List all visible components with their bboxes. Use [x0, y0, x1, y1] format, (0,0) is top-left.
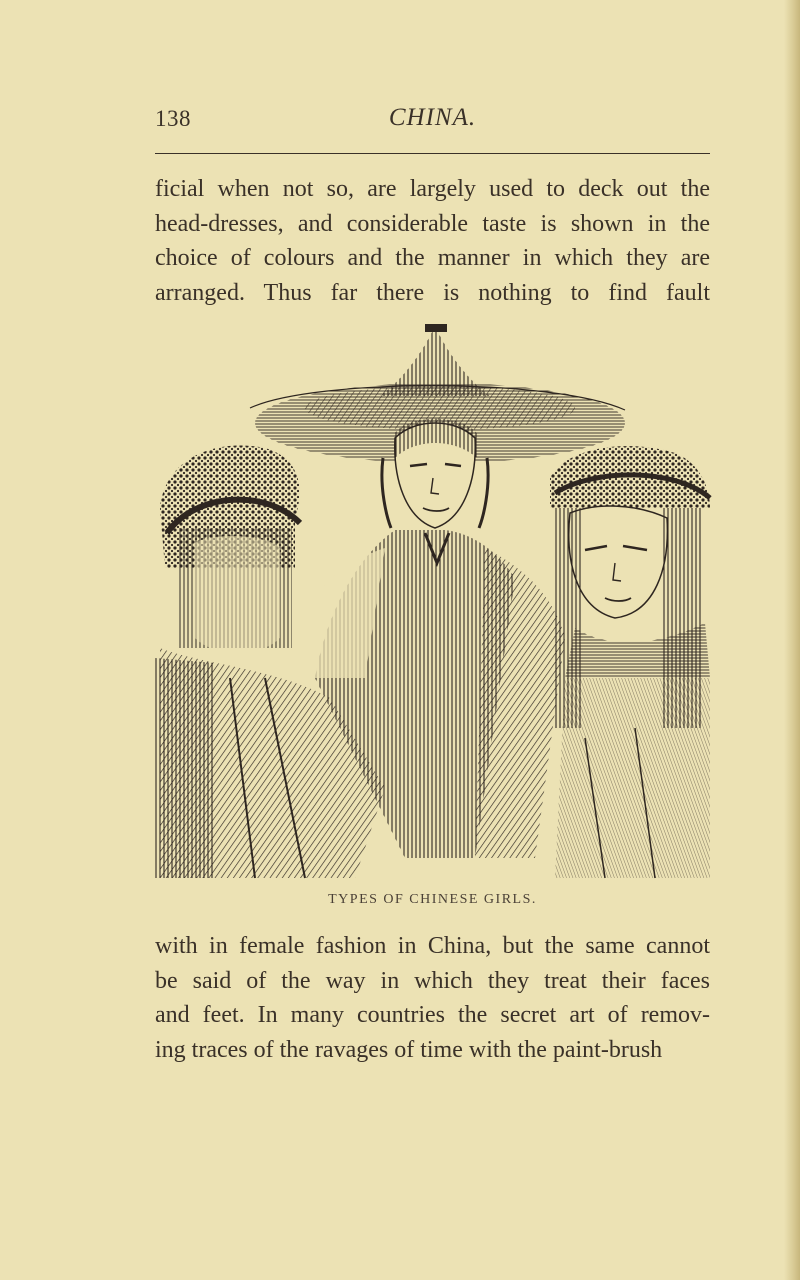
- text-line: and feet. In many countries the secret art of remov-: [155, 1002, 710, 1028]
- page-edge-shadow: [784, 0, 800, 1280]
- text-line: arranged. Thus far there is nothing to find fault: [155, 279, 710, 306]
- text-line: ing traces of the ravages of time with the paint-brush: [155, 1036, 663, 1063]
- page-number: 138: [155, 106, 191, 131]
- engraving-illustration: [155, 318, 715, 886]
- text-line: choice of colours and the manner in which they are: [155, 245, 710, 271]
- text-line: ficial when not so, are largely used to deck out the: [155, 176, 710, 202]
- figure-caption: TYPES OF CHINESE GIRLS.: [328, 892, 537, 907]
- text-line: be said of the way in which they treat their faces: [155, 967, 710, 994]
- page-header: [155, 102, 710, 142]
- running-title: CHINA.: [388, 104, 477, 131]
- paragraph-top: [155, 172, 710, 310]
- header-rule: [155, 153, 710, 154]
- text-line: with in female fashion in China, but the same cannot: [155, 933, 710, 959]
- right-figure: [550, 446, 710, 878]
- paragraph-bottom: [155, 929, 710, 1067]
- text-line: head-dresses, and considerable taste is shown in the: [155, 210, 710, 237]
